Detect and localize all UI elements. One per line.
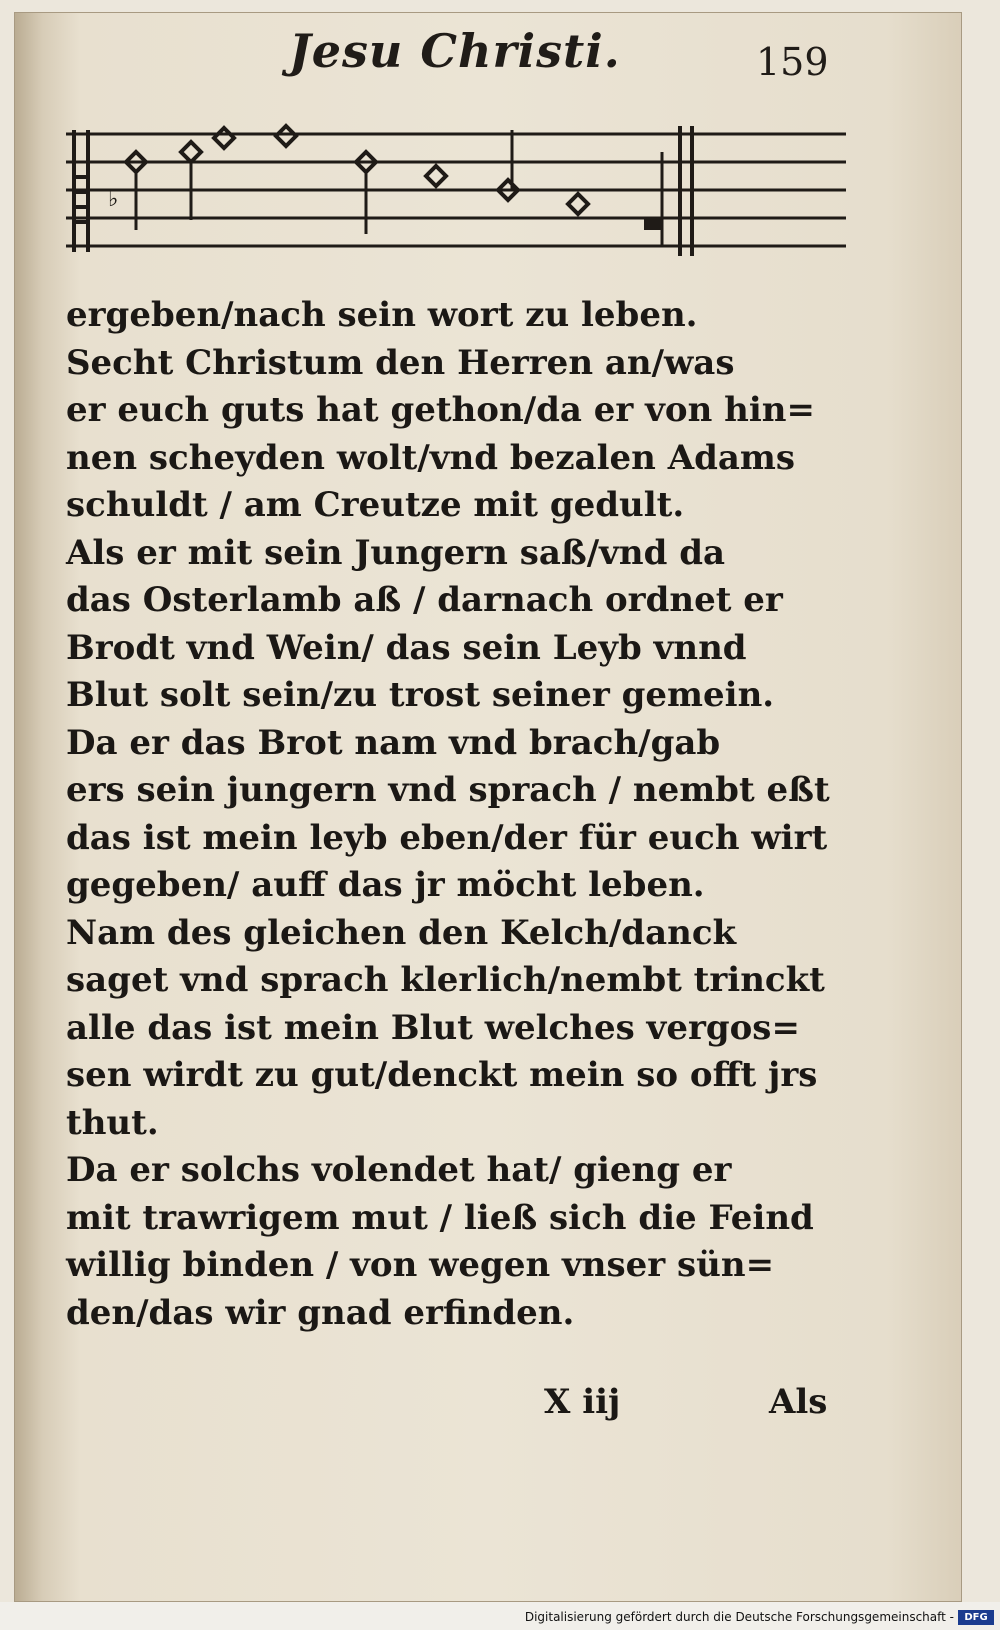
text-line: das Osterlamb aß / darnach ordnet er: [66, 580, 783, 620]
text-line: das ist mein leyb eben/der für euch wirt: [66, 817, 828, 858]
note-stems: [136, 130, 662, 246]
text-line: saget vnd sprach klerlich/nembt trinckt: [66, 960, 825, 1000]
catchword: Als: [769, 1382, 828, 1422]
text-line: schuldt / am Creutze mit gedult.: [66, 485, 685, 525]
signature-mark: X iij: [544, 1382, 621, 1422]
text-line: Brodt vnd Wein/ das sein Leyb vnnd: [66, 627, 747, 668]
page-header: [14, 12, 962, 102]
page-number: 159: [756, 40, 829, 84]
text-line: ers sein jungern vnd sprach / nembt eßt: [66, 770, 830, 810]
book-page: [14, 12, 962, 1602]
music-staff: [66, 122, 846, 262]
text-line: Nam des gleichen den Kelch/danck: [66, 912, 737, 953]
text-line: ergeben/nach sein wort zu leben.: [66, 295, 698, 335]
clef-icon: [74, 130, 88, 252]
text-line: gegeben/ auff das jr möcht leben.: [66, 865, 705, 905]
dfg-logo-icon: DFG: [958, 1610, 994, 1625]
svg-text:♭: ♭: [108, 187, 119, 212]
text-line: thut.: [66, 1102, 159, 1143]
running-title: Jesu Christi.: [289, 24, 621, 78]
text-line: Secht Christum den Herren an/was: [66, 342, 735, 383]
hymn-text: [66, 292, 830, 1337]
text-line: er euch guts hat gethon/da er von hin=: [66, 390, 815, 430]
footer-credit: Digitalisierung gefördert durch die Deutsche Forschungsgemeinschaft -: [524, 1610, 954, 1624]
digitization-footer: [0, 1602, 1000, 1630]
text-line: alle das ist mein Blut welches vergos=: [66, 1007, 800, 1048]
text-line: den/das wir gnad erfinden.: [66, 1292, 575, 1333]
note-heads: [126, 126, 588, 214]
final-note: [644, 218, 662, 230]
text-line: Da er das Brot nam vnd brach/gab: [66, 722, 721, 763]
text-line: nen scheyden wolt/vnd bezalen Adams: [66, 437, 796, 478]
text-line: Blut solt sein/zu trost seiner gemein.: [66, 675, 775, 715]
text-line: mit trawrigem mut / ließ sich die Feind: [66, 1197, 814, 1238]
text-line: Als er mit sein Jungern saß/vnd da: [66, 532, 726, 573]
text-line: willig binden / von wegen vnser sün=: [66, 1245, 775, 1285]
text-line: sen wirdt zu gut/denckt mein so offt jrs: [66, 1055, 818, 1095]
text-line: Da er solchs volendet hat/ gieng er: [66, 1150, 732, 1190]
